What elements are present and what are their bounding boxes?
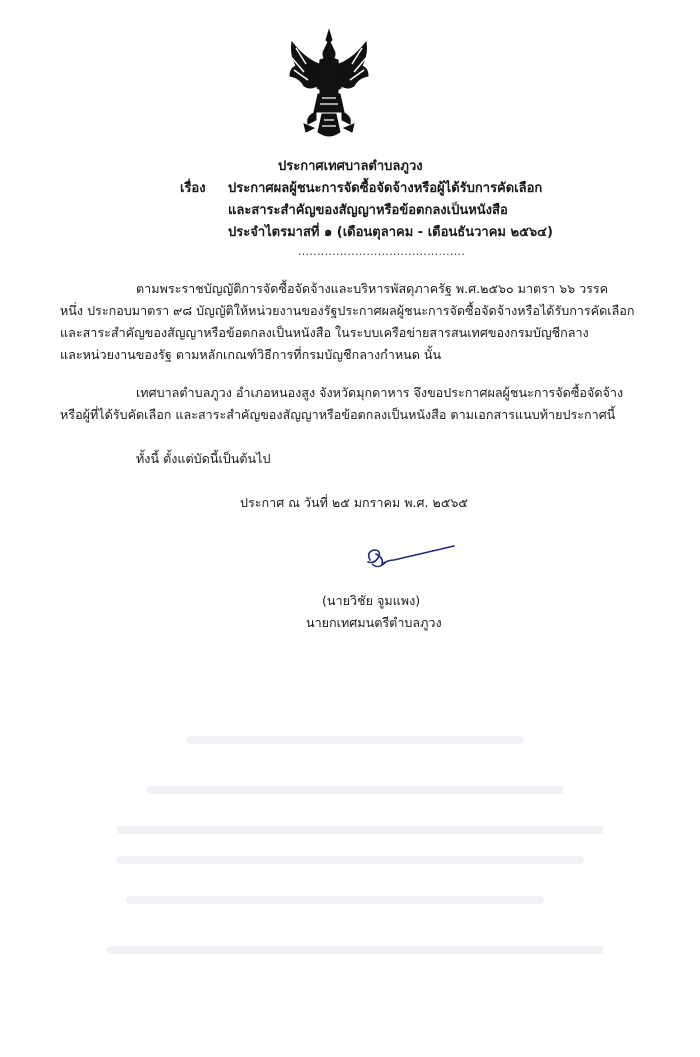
paragraph-1-line-1: ตามพระราชบัญญัติการจัดซื้อจัดจ้างและบริหารพัสดุภาครัฐ พ.ศ.๒๕๖๐ มาตรา ๖๖ วรรค	[136, 281, 609, 296]
paragraph-3: ทั้งนี้ ตั้งแต่บัดนี้เป็นต้นไป	[136, 451, 271, 466]
signatory-position: นายกเทศมนตรีตำบลภูวง	[306, 615, 442, 630]
subject-line-3: ประจำไตรมาสที่ ๑ (เดือนตุลาคม - เดือนธันวาคม ๒๕๖๔)	[228, 225, 553, 240]
signatory-name: (นายวิชัย จูมแพง)	[322, 593, 421, 608]
scan-show-through	[0, 700, 700, 1057]
document-title: ประกาศเทศบาลตำบลภูวง	[278, 159, 423, 174]
handwritten-signature-icon	[360, 540, 460, 576]
announcement-date: ประกาศ ณ วันที่ ๒๕ มกราคม พ.ศ. ๒๕๖๕	[240, 495, 468, 510]
header-divider: ............................................	[298, 245, 466, 258]
paragraph-2-line-1: เทศบาลตำบลภูวง อำเภอหนองสูง จังหวัดมุกดาหาร จึงขอประกาศผลผู้ชนะการจัดซื้อจัดจ้าง	[136, 385, 624, 400]
paragraph-1-line-2: หนึ่ง ประกอบมาตรา ๙๘ บัญญัติให้หน่วยงานของรัฐประกาศผลผู้ชนะการจัดซื้อจัดจ้างหรือได้รับการคัดเลือก	[60, 303, 635, 318]
subject-label: เรื่อง	[180, 181, 206, 196]
paragraph-1-line-3: และสาระสำคัญของสัญญาหรือข้อตกลงเป็นหนังสือ ในระบบเครือข่ายสารสนเทศของกรมบัญชีกลาง	[60, 325, 589, 340]
paragraph-1-line-4: และหน่วยงานของรัฐ ตามหลักเกณฑ์วิธีการที่กรมบัญชีกลางกำหนด นั้น	[60, 347, 442, 362]
subject-line-2: และสาระสำคัญของสัญญาหรือข้อตกลงเป็นหนังสือ	[228, 203, 508, 218]
subject-line-1: ประกาศผลผู้ชนะการจัดซื้อจัดจ้างหรือผู้ได้รับการคัดเลือก	[228, 181, 543, 196]
garuda-emblem-icon	[286, 28, 372, 144]
paragraph-2-line-2: หรือผู้ที่ได้รับคัดเลือก และสาระสำคัญของสัญญาหรือข้อตกลงเป็นหนังสือ ตามเอกสารแนบท้ายประกาศนี้	[60, 407, 616, 422]
